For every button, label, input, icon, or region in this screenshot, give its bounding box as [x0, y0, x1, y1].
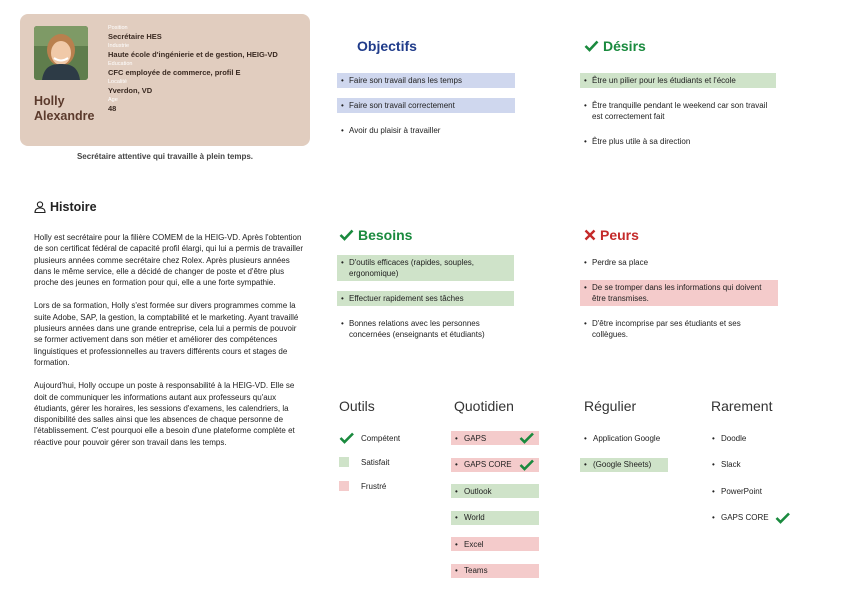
- fact-key: Position: [108, 25, 128, 31]
- fact-position: [108, 25, 308, 42]
- check-icon: [339, 229, 354, 241]
- tool-label: GAPS CORE: [721, 513, 769, 522]
- fact-key: Age: [108, 97, 118, 103]
- tool-item: • Slack: [712, 460, 741, 469]
- history-text: [34, 232, 304, 460]
- quotidien-list: [451, 431, 539, 590]
- besoins-title: Besoins: [358, 227, 413, 243]
- tool-item: • Outlook: [451, 484, 539, 498]
- besoins-list: [337, 255, 514, 352]
- item-text: D'être incomprise par ses étudiants et ses collègues.: [592, 319, 741, 339]
- fact-value: Haute école d'ingénierie et de gestion, HEIG-VD: [108, 50, 278, 59]
- rarement-list: [708, 431, 818, 537]
- history-paragraph: Holly est secrétaire pour la filière COMEM de la HEIG-VD. Après l'obtention de son certificat fédéral de capacité profil élargi, qui lui a permis de travailler plusieurs années comme secrétaire chez Rolex. Après plusieurs années dans le même service, elle a décidé de changer de poste et d'être plus proche des jeunes en formation pour qui, elle a une forte sympathie.: [34, 233, 304, 288]
- tool-label: GAPS: [464, 433, 487, 443]
- tool-label: Excel: [464, 539, 484, 549]
- desirs-heading: [584, 38, 646, 54]
- item-text: Avoir du plaisir à travailler: [349, 126, 441, 135]
- outils-legend: [339, 431, 400, 503]
- item-text: Être un pilier pour les étudiants et l'école: [592, 76, 736, 85]
- avatar: [34, 26, 88, 80]
- tool-label: Slack: [721, 460, 741, 469]
- tool-label: Teams: [464, 566, 488, 575]
- list-item: • D'outils efficaces (rapides, souples, ergonomique): [337, 255, 514, 281]
- item-text: Bonnes relations avec les personnes concernées (enseignants et étudiants): [349, 319, 485, 339]
- item-text: Perdre sa place: [592, 258, 649, 267]
- fact-key: Industrie: [108, 43, 130, 49]
- peurs-heading: [584, 227, 639, 243]
- fact-value: CFC employée de commerce, profil E: [108, 68, 241, 77]
- check-icon: [339, 432, 355, 444]
- list-item: • De se tromper dans les informations qui doivent être transmises.: [580, 280, 778, 306]
- list-item: • Être un pilier pour les étudiants et l'école: [580, 73, 776, 88]
- last-name: Alexandre: [34, 109, 95, 123]
- peurs-title: Peurs: [600, 227, 639, 243]
- tool-item: • GAPS CORE: [708, 511, 818, 525]
- profile-facts: [108, 25, 308, 115]
- legend-frustre: [339, 479, 400, 493]
- list-item: • Perdre sa place: [584, 258, 649, 267]
- tool-item: • Teams: [451, 564, 539, 578]
- list-item: • D'être incomprise par ses étudiants et ses collègues.: [580, 316, 778, 342]
- tool-item: • Doodle: [712, 433, 747, 443]
- tool-label: (Google Sheets): [593, 460, 652, 469]
- fact-industry: [108, 43, 308, 60]
- history-title: Histoire: [50, 200, 97, 214]
- desirs-list: [580, 73, 776, 159]
- legend-label: Frustré: [361, 481, 387, 491]
- tool-item: • World: [451, 511, 539, 525]
- objectifs-title: Objectifs: [357, 38, 417, 54]
- list-item: • Être plus utile à sa direction: [584, 137, 691, 146]
- item-text: Être tranquille pendant le weekend car son travail est correctement fait: [592, 101, 768, 121]
- tool-item: • GAPS CORE: [451, 458, 539, 472]
- tool-item: • PowerPoint: [712, 486, 762, 496]
- fact-value: 48: [108, 104, 117, 113]
- cross-icon: [584, 229, 596, 241]
- history-paragraph: Aujourd'hui, Holly occupe un poste à responsabilité à la HEIG-VD. Elle se doit de communiquer les informations autant aux professeurs qu'aux étudiants, gérer les horaires, les sessions d'examens, les calendriers, la disponibilité des salles ainsi que les absences de chaque personne de l'établissement. C'est pourquoi elle a besoin d'une plateforme complète et réactive pour pouvoir gérer son travail dans les temps.: [34, 381, 295, 447]
- legend-label: Compétent: [361, 433, 401, 443]
- outils-title: Outils: [339, 398, 375, 414]
- first-name: Holly: [34, 94, 65, 108]
- profile-card: [20, 14, 310, 146]
- objectifs-heading: [357, 38, 417, 54]
- item-text: D'outils efficaces (rapides, souples, ergonomique): [349, 258, 474, 278]
- history-paragraph: Lors de sa formation, Holly s'est formée sur divers programmes comme la suite Adobe, SAP, la gestion, la comptabilité et le marketing. Ayant travaillé plusieurs années dans une grande entreprise, cela lui a permis de pouvoir se former activement dans son métier et améliorer des compétences linguistiques et professionnelles au travers différents cours et stages de formation.: [34, 301, 299, 367]
- history-heading: [34, 200, 97, 214]
- check-icon: [775, 512, 791, 524]
- objectifs-list: [337, 73, 515, 148]
- tool-label: Outlook: [464, 486, 492, 496]
- fact-value: Secrétaire HES: [108, 32, 162, 41]
- list-item: • Faire son travail correctement: [337, 98, 515, 113]
- tool-label: PowerPoint: [721, 486, 762, 496]
- persona-name: [34, 94, 94, 124]
- list-item: • Effectuer rapidement ses tâches: [337, 291, 514, 306]
- tool-label: World: [464, 513, 485, 522]
- list-item: • Avoir du plaisir à travailler: [341, 126, 441, 135]
- quotidien-title: Quotidien: [454, 398, 514, 414]
- check-icon: [519, 432, 535, 444]
- rarement-title: Rarement: [711, 398, 773, 414]
- check-icon: [584, 40, 599, 52]
- fact-key: Localité: [108, 79, 127, 85]
- fact-key: Education: [108, 61, 133, 67]
- list-item: • Bonnes relations avec les personnes concernées (enseignants et étudiants): [337, 316, 514, 342]
- fact-education: [108, 61, 308, 78]
- tagline: Secrétaire attentive qui travaille à plein temps.: [76, 152, 254, 161]
- fact-age: [108, 97, 308, 114]
- tool-label: GAPS CORE: [464, 460, 512, 469]
- item-text: Faire son travail dans les temps: [349, 76, 462, 85]
- legend-competent: [339, 431, 400, 445]
- tool-item: • GAPS: [451, 431, 539, 445]
- tool-item: • Excel: [451, 537, 539, 551]
- legend-satisfait: [339, 455, 400, 469]
- tool-item: • (Google Sheets): [580, 458, 668, 472]
- list-item: • Faire son travail dans les temps: [337, 73, 515, 88]
- legend-label: Satisfait: [361, 457, 390, 467]
- fact-location: [108, 79, 308, 96]
- regulier-title: Régulier: [584, 398, 637, 414]
- item-text: Faire son travail correctement: [349, 101, 455, 110]
- check-icon: [519, 459, 535, 471]
- item-text: Effectuer rapidement ses tâches: [349, 294, 464, 303]
- green-swatch: [339, 457, 349, 467]
- peurs-list: [580, 255, 778, 352]
- tool-item: • Application Google: [584, 433, 661, 443]
- besoins-heading: [339, 227, 412, 243]
- tool-label: Doodle: [721, 433, 747, 443]
- red-swatch: [339, 481, 349, 491]
- fact-value: Yverdon, VD: [108, 86, 153, 95]
- desirs-title: Désirs: [603, 38, 646, 54]
- item-text: Être plus utile à sa direction: [592, 137, 691, 146]
- regulier-list: [580, 431, 690, 484]
- item-text: De se tromper dans les informations qui doivent être transmises.: [592, 283, 762, 303]
- list-item: • Être tranquille pendant le weekend car son travail est correctement fait: [580, 98, 776, 124]
- user-icon: [34, 201, 46, 213]
- tool-label: Application Google: [593, 433, 661, 443]
